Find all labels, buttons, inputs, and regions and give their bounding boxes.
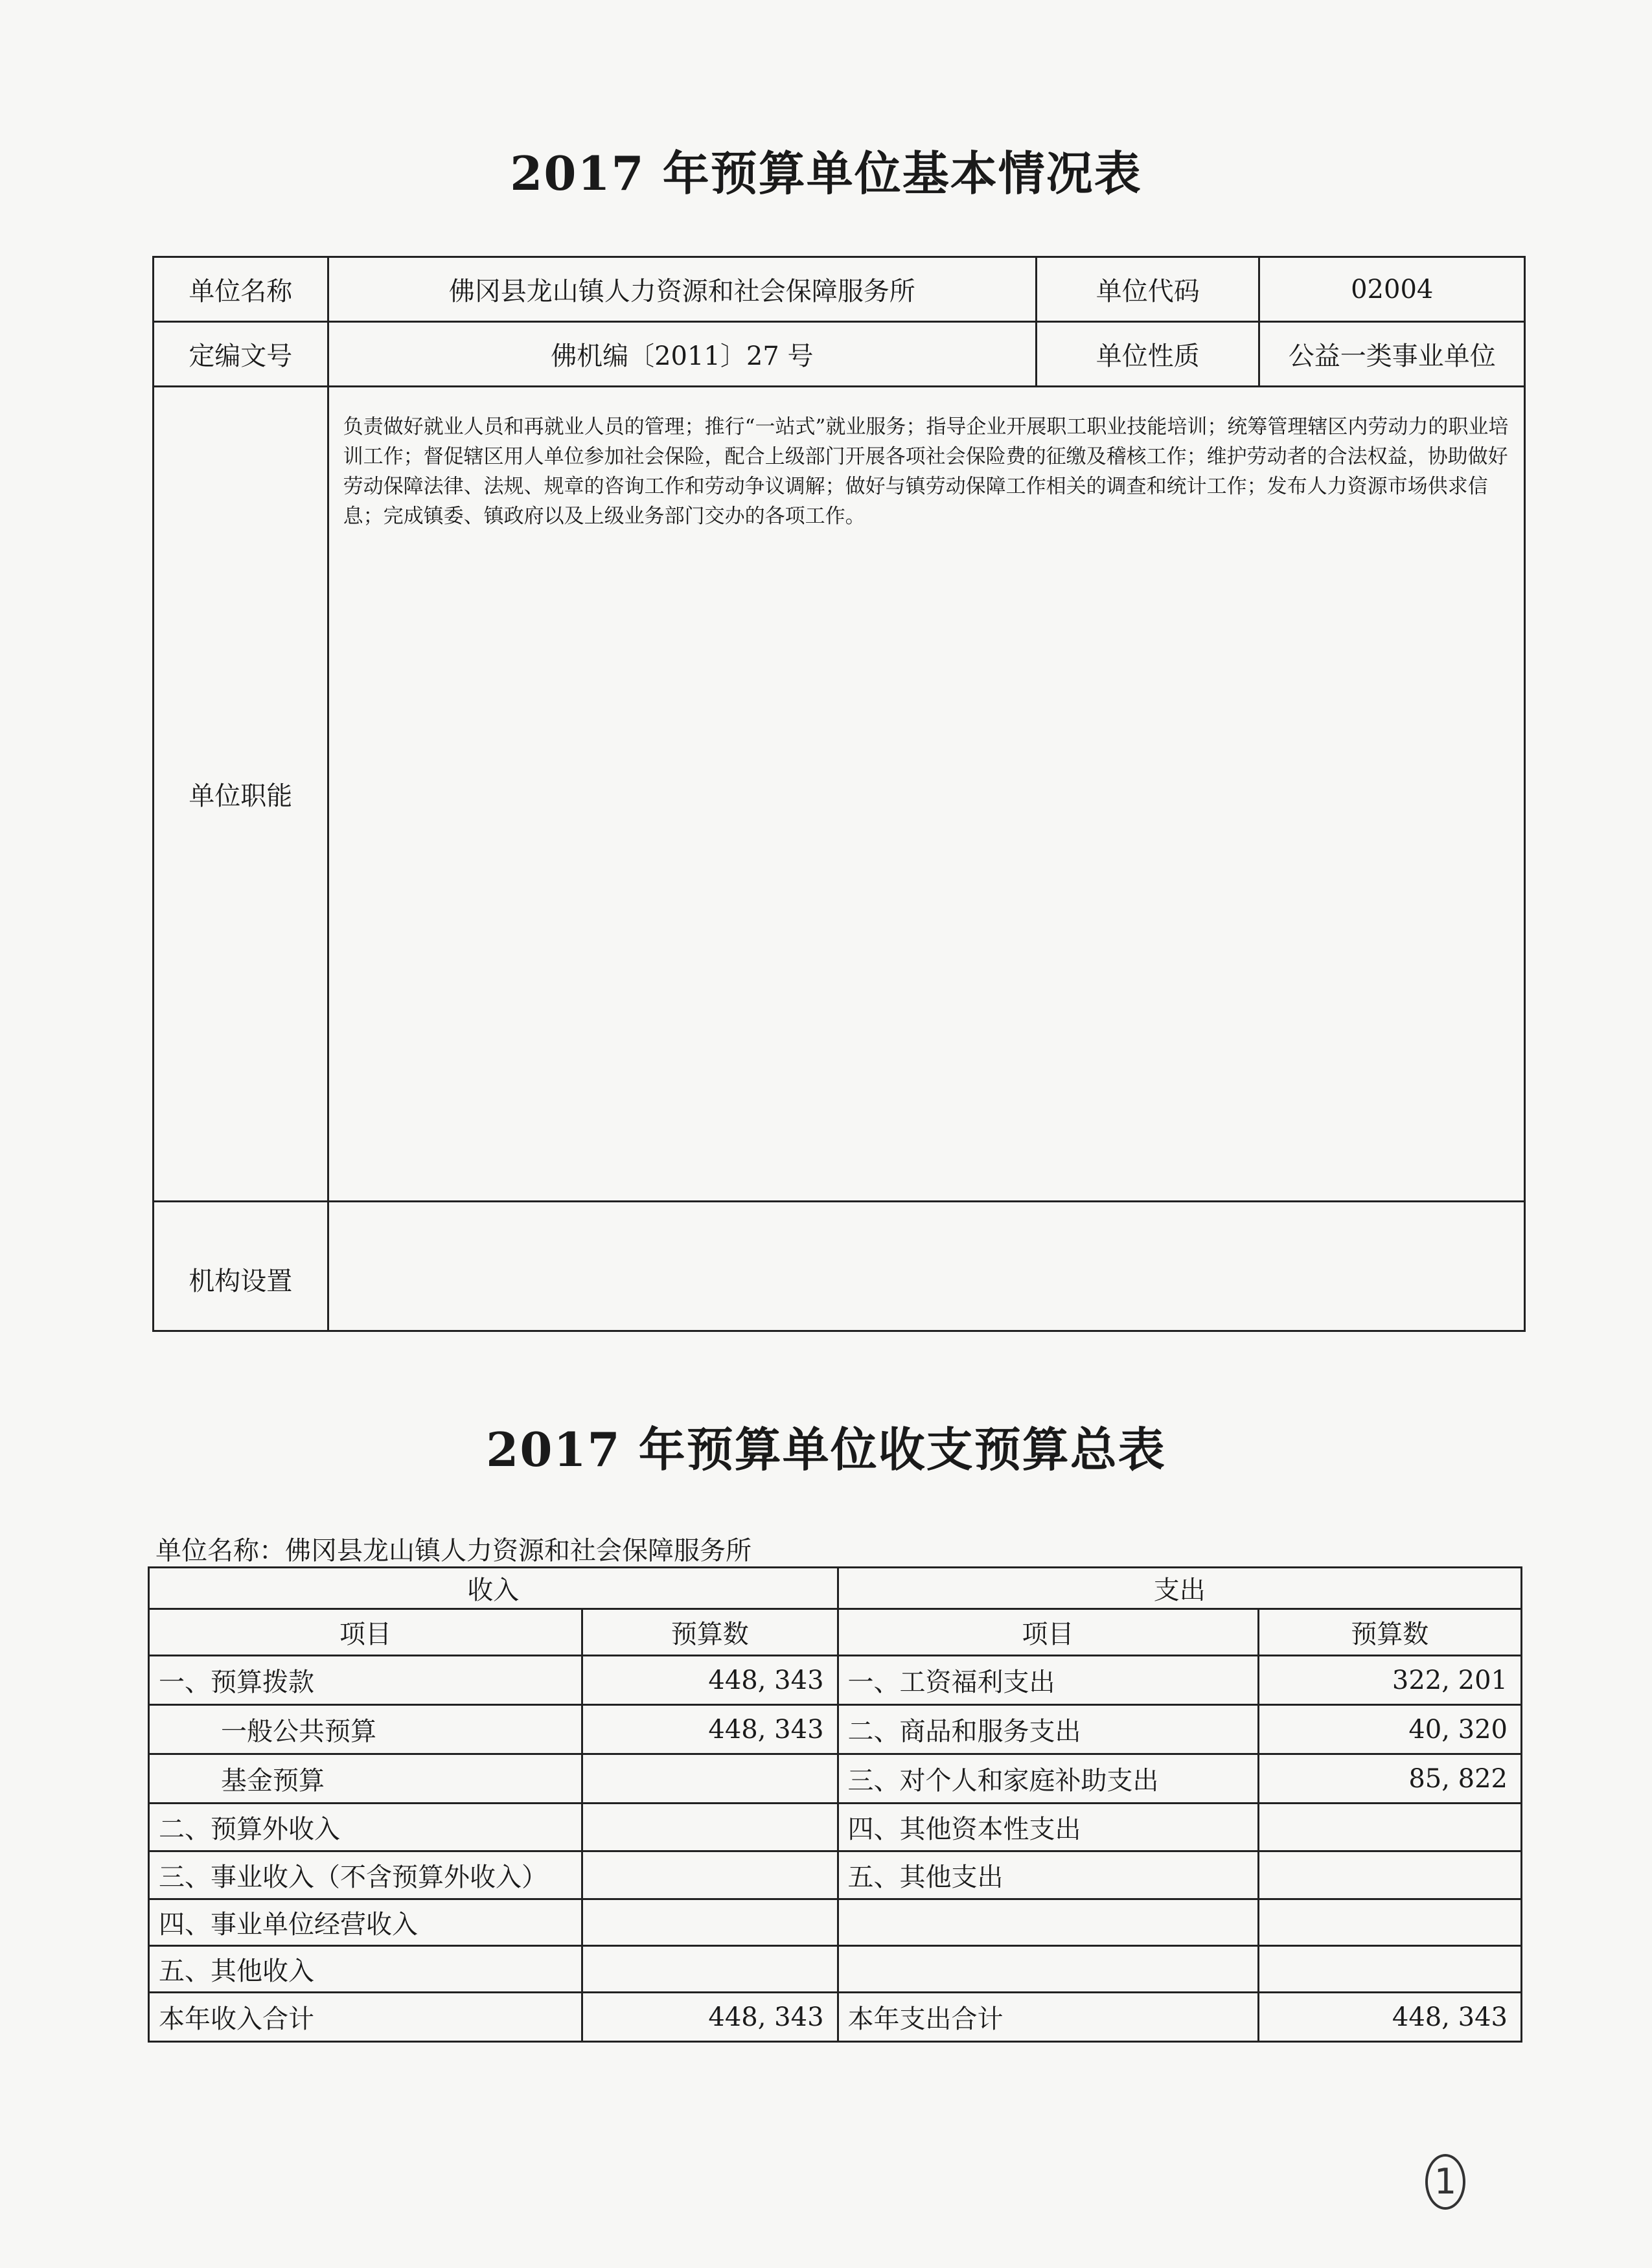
expense-item: 五、其他支出 — [838, 1851, 1258, 1899]
income-item: 三、事业收入（不含预算外收入） — [149, 1851, 582, 1899]
page-number-mark: 1 — [1425, 2154, 1465, 2210]
income-amount: 448, 343 — [582, 1656, 838, 1705]
table-row — [149, 1946, 1522, 1993]
budget-summary-title: 2017 年预算单位收支预算总表 — [486, 1422, 1166, 1477]
table-row — [149, 1705, 1522, 1754]
basic-info-title: 2017 年预算单位基本情况表 — [510, 146, 1142, 201]
expense-amount — [1258, 1946, 1522, 1993]
table-row — [149, 1851, 1522, 1899]
expense-item: 四、其他资本性支出 — [838, 1804, 1258, 1851]
income-total-label: 本年收入合计 — [149, 1993, 582, 2042]
expense-amount — [1258, 1804, 1522, 1851]
unit-name-label: 单位名称 — [154, 257, 328, 322]
expense-header: 支出 — [838, 1568, 1521, 1609]
expense-item — [838, 1899, 1258, 1946]
income-item-header: 项目 — [149, 1609, 582, 1656]
expense-item: 一、工资福利支出 — [838, 1656, 1258, 1705]
income-item: 基金预算 — [149, 1754, 582, 1804]
expense-item-header: 项目 — [838, 1609, 1258, 1656]
income-amount — [582, 1754, 838, 1804]
expense-amount-header: 预算数 — [1258, 1609, 1522, 1656]
table-row — [149, 1804, 1522, 1851]
income-item: 一般公共预算 — [149, 1705, 582, 1754]
function-label: 单位职能 — [154, 387, 328, 1202]
unit-nature-label: 单位性质 — [1036, 322, 1259, 387]
function-text: 负责做好就业人员和再就业人员的管理；推行“一站式”就业服务；指导企业开展职工职业技能培训；统筹管理辖区内劳动力的职业培训工作；督促辖区用人单位参加社会保险，配合上级部门开展各项社会保险费的征缴及稽核工作；维护劳动者的合法权益，协助做好劳动保障法律、法规、规章的咨询工作和劳动争议调解；做好与镇劳动保障工作相关的调查和统计工作；发布人力资源市场供求信息；完成镇委、镇政府以及上级业务部门交办的各项工作。 — [328, 387, 1524, 1202]
unit-code-label: 单位代码 — [1036, 257, 1259, 322]
budget-summary-table — [148, 1566, 1522, 2043]
unit-nature-value: 公益一类事业单位 — [1259, 322, 1525, 387]
expense-total-amount: 448, 343 — [1258, 1993, 1522, 2042]
income-item: 一、预算拨款 — [149, 1656, 582, 1705]
expense-item: 二、商品和服务支出 — [838, 1705, 1258, 1754]
expense-amount — [1258, 1899, 1522, 1946]
unit-name-value: 佛冈县龙山镇人力资源和社会保障服务所 — [328, 257, 1036, 322]
org-setup-value — [328, 1202, 1524, 1331]
income-header: 收入 — [149, 1568, 838, 1609]
income-amount — [582, 1899, 838, 1946]
table-row — [149, 1656, 1522, 1705]
table-row — [149, 1754, 1522, 1804]
total-row — [149, 1993, 1522, 2042]
basic-info-table — [152, 256, 1526, 1332]
income-amount — [582, 1851, 838, 1899]
doc-number-value: 佛机编〔2011〕27 号 — [328, 322, 1036, 387]
income-item: 四、事业单位经营收入 — [149, 1899, 582, 1946]
unit-code-value: 02004 — [1259, 257, 1525, 322]
expense-item: 三、对个人和家庭补助支出 — [838, 1754, 1258, 1804]
income-amount-header: 预算数 — [582, 1609, 838, 1656]
income-amount — [582, 1946, 838, 1993]
expense-item — [838, 1946, 1258, 1993]
table-row — [149, 1899, 1522, 1946]
expense-amount: 85, 822 — [1258, 1754, 1522, 1804]
income-amount — [582, 1804, 838, 1851]
income-amount: 448, 343 — [582, 1705, 838, 1754]
org-setup-label: 机构设置 — [154, 1202, 328, 1331]
budget-unit-name: 单位名称：佛冈县龙山镇人力资源和社会保障服务所 — [155, 1536, 751, 1566]
expense-total-label: 本年支出合计 — [838, 1993, 1258, 2042]
income-item: 二、预算外收入 — [149, 1804, 582, 1851]
expense-amount: 322, 201 — [1258, 1656, 1522, 1705]
income-total-amount: 448, 343 — [582, 1993, 838, 2042]
income-item: 五、其他收入 — [149, 1946, 582, 1993]
doc-number-label: 定编文号 — [154, 322, 328, 387]
expense-amount — [1258, 1851, 1522, 1899]
expense-amount: 40, 320 — [1258, 1705, 1522, 1754]
